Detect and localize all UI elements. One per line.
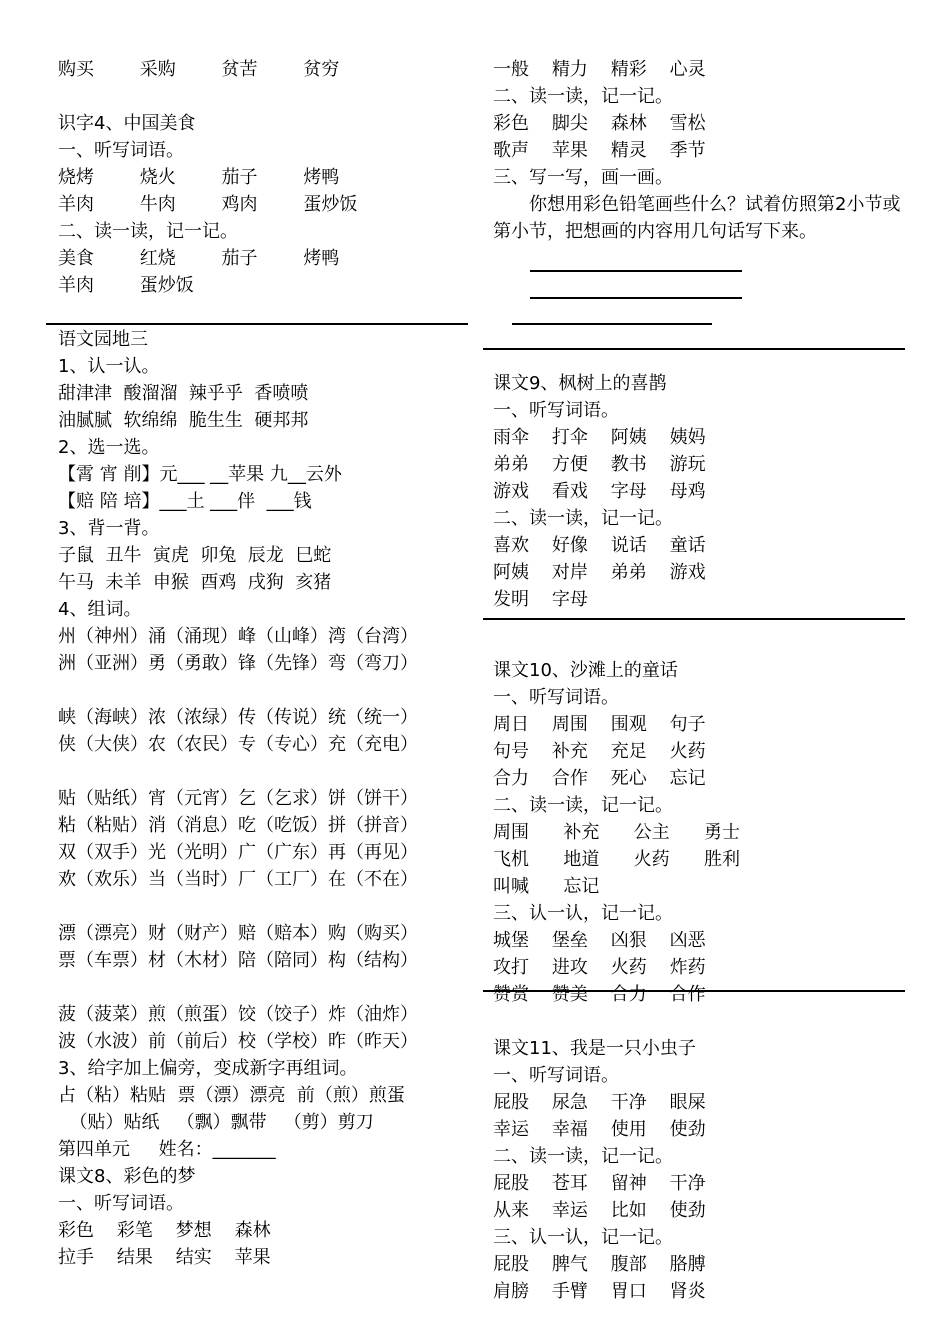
compound-row: 双（双手）光（光明）广（广东）再（再见） xyxy=(58,842,418,863)
section-divider xyxy=(483,990,905,992)
lesson4-title: 识字4、中国美食 xyxy=(58,113,196,134)
compound-row: 粘（粘贴）消（消息）吃（吃饭）拼（拼音） xyxy=(58,815,418,836)
word-row: 合力 合作 死心 忘记 xyxy=(493,768,706,789)
garden3-s4-heading: 4、组词。 xyxy=(58,599,142,620)
garden3-title: 语文园地三 xyxy=(58,329,148,350)
garden3-s5-heading: 3、给字加上偏旁，变成新字再组词。 xyxy=(58,1058,358,1079)
word-row: 雨伞 打伞 阿姨 姨妈 xyxy=(493,427,706,448)
word-row: 羊肉 牛肉 鸡肉 蛋炒饭 xyxy=(58,194,358,215)
word-row: 油腻腻 软绵绵 脆生生 硬邦邦 xyxy=(58,410,309,431)
lesson9-dictation-heading: 一、听写词语。 xyxy=(493,400,619,421)
word-row: 烧烤 烧火 茄子 烤鸭 xyxy=(58,167,340,188)
lesson4-read-heading: 二、读一读，记一记。 xyxy=(58,221,238,242)
lesson10-read-heading: 二、读一读，记一记。 xyxy=(493,795,673,816)
word-row: 拉手 结果 结实 苹果 xyxy=(58,1247,271,1268)
section-divider xyxy=(483,618,905,620)
word-row: 美食 红烧 茄子 烤鸭 xyxy=(58,248,340,269)
word-row: 一般 精力 精彩 心灵 xyxy=(493,59,706,80)
word-row: 赞赏 赞美 合力 合作 xyxy=(493,984,706,1005)
lesson11-know-heading: 三、认一认，记一记。 xyxy=(493,1227,673,1248)
choice-row: 【霄 宵 削】元___ __苹果 九__云外 xyxy=(58,464,342,485)
word-row: 从来 幸运 比如 使劲 xyxy=(493,1200,706,1221)
lesson10-dictation-heading: 一、听写词语。 xyxy=(493,687,619,708)
lesson10-know-heading: 三、认一认，记一记。 xyxy=(493,903,673,924)
word-row: 阿姨 对岸 弟弟 游戏 xyxy=(493,562,706,583)
word-row: 彩色 彩笔 梦想 森林 xyxy=(58,1220,271,1241)
lesson11-title: 课文11、我是一只小虫子 xyxy=(493,1038,696,1059)
radical-row: 占（粘）粘贴 票（漂）漂亮 前（煎）煎蛋 xyxy=(58,1085,405,1106)
compound-row: 波（水波）前（前后）校（学校）昨（昨天） xyxy=(58,1031,418,1052)
word-row: 周围 补充 公主 勇士 xyxy=(493,822,740,843)
word-row: 发明 字母 xyxy=(493,589,588,610)
lesson11-dictation-heading: 一、听写词语。 xyxy=(493,1065,619,1086)
word-row: 彩色 脚尖 森林 雪松 xyxy=(493,113,706,134)
left-column xyxy=(58,56,468,1271)
word-row: 羊肉 蛋炒饭 xyxy=(58,275,194,296)
word-row: 喜欢 好像 说话 童话 xyxy=(493,535,706,556)
garden3-s1-heading: 1、认一认。 xyxy=(58,356,160,377)
compound-row: 菠（菠菜）煎（煎蛋）饺（饺子）炸（油炸） xyxy=(58,1004,418,1025)
compound-row: 峡（海峡）浓（浓绿）传（传说）统（统一） xyxy=(58,707,418,728)
word-row: 肩膀 手臂 胃口 肾炎 xyxy=(493,1281,706,1302)
lesson9-read-heading: 二、读一读，记一记。 xyxy=(493,508,673,529)
lesson4-dictation-heading: 一、听写词语。 xyxy=(58,140,184,161)
compound-row: 票（车票）材（木材）陪（陪同）构（结构） xyxy=(58,950,418,971)
word-row: 幸运 幸福 使用 使劲 xyxy=(493,1119,706,1140)
word-row: 叫喊 忘记 xyxy=(493,876,600,897)
right-column xyxy=(493,56,913,1305)
compound-row: 欢（欢乐）当（当时）厂（工厂）在（不在） xyxy=(58,869,418,890)
choice-row: 【赔 陪 培】___土 ___伴 ___钱 xyxy=(58,491,312,512)
radical-row: （贴）贴纸 （飘）飘带 （剪）剪刀 xyxy=(58,1112,374,1133)
word-row: 歌声 苹果 精灵 季节 xyxy=(493,140,706,161)
lesson8-write-prompt: 你想用彩色铅笔画些什么？试着仿照第2小节或第小节，把想画的内容用几句话写下来。 xyxy=(493,194,901,242)
top-words: 购买 采购 贫苦 贫穷 xyxy=(58,59,340,80)
word-row: 屁股 苍耳 留神 干净 xyxy=(493,1173,706,1194)
unit4-name-line: 第四单元 姓名：_______ xyxy=(58,1139,276,1160)
compound-row: 侠（大侠）农（农民）专（专心）充（充电） xyxy=(58,734,418,755)
lesson8-read-heading: 二、读一读，记一记。 xyxy=(493,86,673,107)
word-row: 弟弟 方便 教书 游玩 xyxy=(493,454,706,475)
garden3-s3-heading: 3、背一背。 xyxy=(58,518,160,539)
word-row: 屁股 尿急 干净 眼屎 xyxy=(493,1092,706,1113)
lesson8-title: 课文8、彩色的梦 xyxy=(58,1166,196,1187)
word-row: 城堡 堡垒 凶狠 凶恶 xyxy=(493,930,706,951)
compound-row: 漂（漂亮）财（财产）赔（赔本）购（购买） xyxy=(58,923,418,944)
word-row: 攻打 进攻 火药 炸药 xyxy=(493,957,706,978)
writing-blank[interactable] xyxy=(530,270,742,272)
lesson8-write-heading: 三、写一写，画一画。 xyxy=(493,167,673,188)
writing-blank[interactable] xyxy=(512,323,712,325)
lesson8-dictation-heading: 一、听写词语。 xyxy=(58,1193,184,1214)
word-row: 周日 周围 围观 句子 xyxy=(493,714,706,735)
word-row: 飞机 地道 火药 胜利 xyxy=(493,849,740,870)
word-row: 游戏 看戏 字母 母鸡 xyxy=(493,481,706,502)
zodiac-row: 子鼠 丑牛 寅虎 卯兔 辰龙 巳蛇 xyxy=(58,545,332,566)
lesson10-title: 课文10、沙滩上的童话 xyxy=(493,660,678,681)
compound-row: 贴（贴纸）宵（元宵）乞（乞求）饼（饼干） xyxy=(58,788,418,809)
section-divider xyxy=(46,323,468,325)
garden3-s2-heading: 2、选一选。 xyxy=(58,437,160,458)
zodiac-row: 午马 未羊 申猴 酉鸡 戌狗 亥猪 xyxy=(58,572,332,593)
section-divider xyxy=(483,348,905,350)
compound-row: 州（神州）涌（涌现）峰（山峰）湾（台湾） xyxy=(58,626,418,647)
word-row: 甜津津 酸溜溜 辣乎乎 香喷喷 xyxy=(58,383,309,404)
lesson11-read-heading: 二、读一读，记一记。 xyxy=(493,1146,673,1167)
word-row: 屁股 脾气 腹部 胳膊 xyxy=(493,1254,706,1275)
writing-blank[interactable] xyxy=(530,297,742,299)
compound-row: 洲（亚洲）勇（勇敢）锋（先锋）弯（弯刀） xyxy=(58,653,418,674)
lesson9-title: 课文9、枫树上的喜鹊 xyxy=(493,373,667,394)
word-row: 句号 补充 充足 火药 xyxy=(493,741,706,762)
